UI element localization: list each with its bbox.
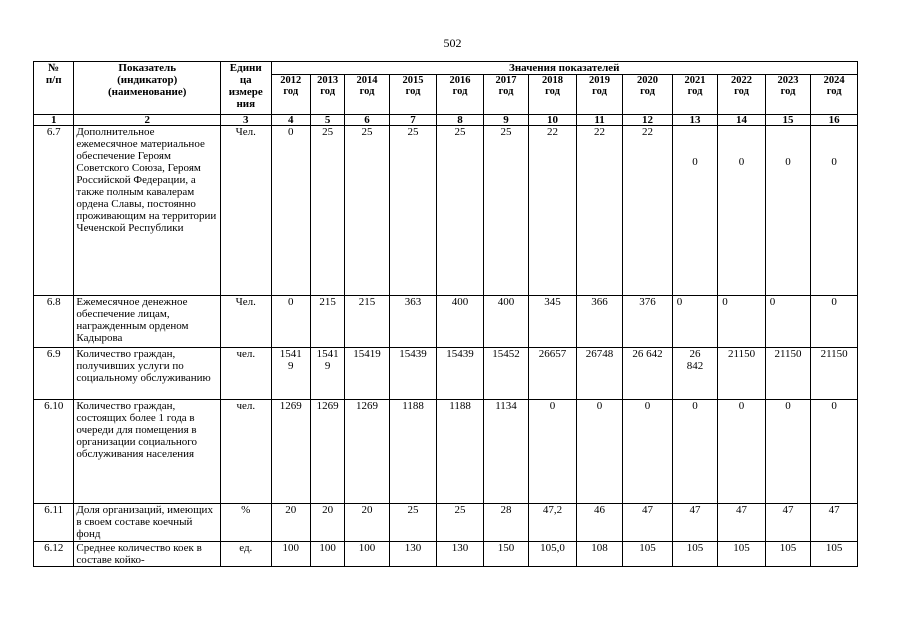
header-year: 2015 год <box>389 75 437 115</box>
row-value: 0 <box>765 400 810 504</box>
table-row <box>34 504 858 542</box>
row-value: 363 <box>389 296 437 348</box>
header-year: 2016 год <box>437 75 484 115</box>
header-year: 2022 год <box>718 75 766 115</box>
row-value: 215 <box>345 296 389 348</box>
row-value: 1188 <box>389 400 437 504</box>
row-value: 47 <box>623 504 673 542</box>
column-number: 7 <box>389 115 437 126</box>
row-value: 105 <box>718 542 766 567</box>
row-value: 0 <box>718 296 766 348</box>
row-indicator-name: Ежемесячное денежное обеспечение лицам, награжденным орденом Кадырова <box>74 296 221 348</box>
row-value: 47 <box>672 504 717 542</box>
row-value: 376 <box>623 296 673 348</box>
column-number: 11 <box>576 115 623 126</box>
row-value: 15419 <box>345 348 389 400</box>
table-row <box>34 126 858 296</box>
row-value: 130 <box>389 542 437 567</box>
row-value: 100 <box>310 542 344 567</box>
header-year: 2023 год <box>765 75 810 115</box>
header-values: Значения показателей <box>271 62 857 75</box>
row-value: 400 <box>437 296 484 348</box>
header-year: 2021 год <box>672 75 717 115</box>
row-index: 6.11 <box>34 504 74 542</box>
row-value: 25 <box>345 126 389 296</box>
row-value: 0 <box>271 296 310 348</box>
row-value: 215 <box>310 296 344 348</box>
row-index: 6.8 <box>34 296 74 348</box>
row-index: 6.12 <box>34 542 74 567</box>
column-number: 9 <box>483 115 528 126</box>
row-value: 25 <box>483 126 528 296</box>
header-year: 2018 год <box>529 75 577 115</box>
row-value: 100 <box>345 542 389 567</box>
row-value: 22 <box>623 126 673 296</box>
column-number: 15 <box>765 115 810 126</box>
row-value: 105 <box>672 542 717 567</box>
column-number: 4 <box>271 115 310 126</box>
column-number: 6 <box>345 115 389 126</box>
row-value: 0 <box>529 400 577 504</box>
row-value: 25 <box>310 126 344 296</box>
row-value: 0 <box>811 126 858 296</box>
row-indicator-name: Количество граждан, получивших услуги по социальному обслуживанию <box>74 348 221 400</box>
row-value: 47 <box>718 504 766 542</box>
row-value: 22 <box>576 126 623 296</box>
row-value: 20 <box>310 504 344 542</box>
row-value: 15439 <box>389 348 437 400</box>
row-value: 345 <box>529 296 577 348</box>
column-number: 3 <box>221 115 272 126</box>
row-value: 108 <box>576 542 623 567</box>
row-value: 1269 <box>345 400 389 504</box>
header-year: 2012 год <box>271 75 310 115</box>
row-indicator-name: Количество граждан, состоящих более 1 года в очереди для помещения в организации социального обслуживания населения <box>74 400 221 504</box>
column-number: 14 <box>718 115 766 126</box>
row-value: 0 <box>672 400 717 504</box>
row-value: 25 <box>389 126 437 296</box>
row-value: 47 <box>811 504 858 542</box>
row-value: 100 <box>271 542 310 567</box>
column-number: 10 <box>529 115 577 126</box>
row-value: 25 <box>389 504 437 542</box>
row-value: 150 <box>483 542 528 567</box>
row-value: 47,2 <box>529 504 577 542</box>
row-value: 366 <box>576 296 623 348</box>
header-year: 2019 год <box>576 75 623 115</box>
header-num: № п/п <box>34 62 74 115</box>
row-value: 46 <box>576 504 623 542</box>
column-number: 1 <box>34 115 74 126</box>
row-value: 47 <box>765 504 810 542</box>
header-year: 2024 год <box>811 75 858 115</box>
row-unit: Чел. <box>221 296 272 348</box>
row-value: 0 <box>672 296 717 348</box>
row-value: 105 <box>765 542 810 567</box>
row-value: 1541 9 <box>310 348 344 400</box>
row-value: 0 <box>765 126 810 296</box>
page-number: 502 <box>443 36 462 50</box>
row-value: 1269 <box>310 400 344 504</box>
table-row <box>34 400 858 504</box>
row-value: 1269 <box>271 400 310 504</box>
table-row <box>34 348 858 400</box>
row-index: 6.9 <box>34 348 74 400</box>
row-value: 26657 <box>529 348 577 400</box>
row-unit: ед. <box>221 542 272 567</box>
row-value: 25 <box>437 504 484 542</box>
row-value: 26748 <box>576 348 623 400</box>
row-index: 6.10 <box>34 400 74 504</box>
row-unit: чел. <box>221 348 272 400</box>
column-number: 12 <box>623 115 673 126</box>
column-number: 8 <box>437 115 484 126</box>
row-indicator-name: Среднее количество коек в составе койко- <box>74 542 221 567</box>
row-value: 0 <box>811 400 858 504</box>
row-unit: % <box>221 504 272 542</box>
row-indicator-name: Доля организаций, имеющих в своем составе коечный фонд <box>74 504 221 542</box>
row-value: 1188 <box>437 400 484 504</box>
header-year: 2017 год <box>483 75 528 115</box>
column-number: 16 <box>811 115 858 126</box>
row-value: 15439 <box>437 348 484 400</box>
table-row <box>34 542 858 567</box>
row-value: 20 <box>345 504 389 542</box>
row-value: 105 <box>811 542 858 567</box>
header-year: 2013 год <box>310 75 344 115</box>
row-value: 0 <box>765 296 810 348</box>
column-number: 13 <box>672 115 717 126</box>
row-value: 400 <box>483 296 528 348</box>
row-value: 20 <box>271 504 310 542</box>
row-value: 130 <box>437 542 484 567</box>
row-value: 21150 <box>811 348 858 400</box>
header-year: 2014 год <box>345 75 389 115</box>
row-value: 25 <box>437 126 484 296</box>
row-value: 0 <box>623 400 673 504</box>
row-value: 0 <box>576 400 623 504</box>
row-value: 0 <box>718 126 766 296</box>
row-value: 21150 <box>718 348 766 400</box>
row-value: 0 <box>271 126 310 296</box>
column-number: 2 <box>74 115 221 126</box>
header-year: 2020 год <box>623 75 673 115</box>
header-indicator: Показатель (индикатор) (наименование) <box>74 62 221 115</box>
row-value: 105,0 <box>529 542 577 567</box>
row-index: 6.7 <box>34 126 74 296</box>
row-value: 0 <box>672 126 717 296</box>
header-unit: Едини ца измере ния <box>221 62 272 115</box>
row-value: 0 <box>718 400 766 504</box>
row-value: 15452 <box>483 348 528 400</box>
table-row <box>34 296 858 348</box>
row-value: 26 842 <box>672 348 717 400</box>
row-value: 105 <box>623 542 673 567</box>
row-unit: чел. <box>221 400 272 504</box>
row-value: 28 <box>483 504 528 542</box>
row-value: 1134 <box>483 400 528 504</box>
column-number: 5 <box>310 115 344 126</box>
row-unit: Чел. <box>221 126 272 296</box>
row-value: 1541 9 <box>271 348 310 400</box>
row-value: 0 <box>811 296 858 348</box>
row-value: 26 642 <box>623 348 673 400</box>
row-value: 22 <box>529 126 577 296</box>
row-value: 21150 <box>765 348 810 400</box>
indicators-table <box>33 61 858 567</box>
row-indicator-name: Дополнительное ежемесячное материальное обеспечение Героям Советского Союза, Героям Российской Федерации, а также полным кавалерам ордена Славы, постоянно проживающим на территории Чеченской Республики <box>74 126 221 296</box>
